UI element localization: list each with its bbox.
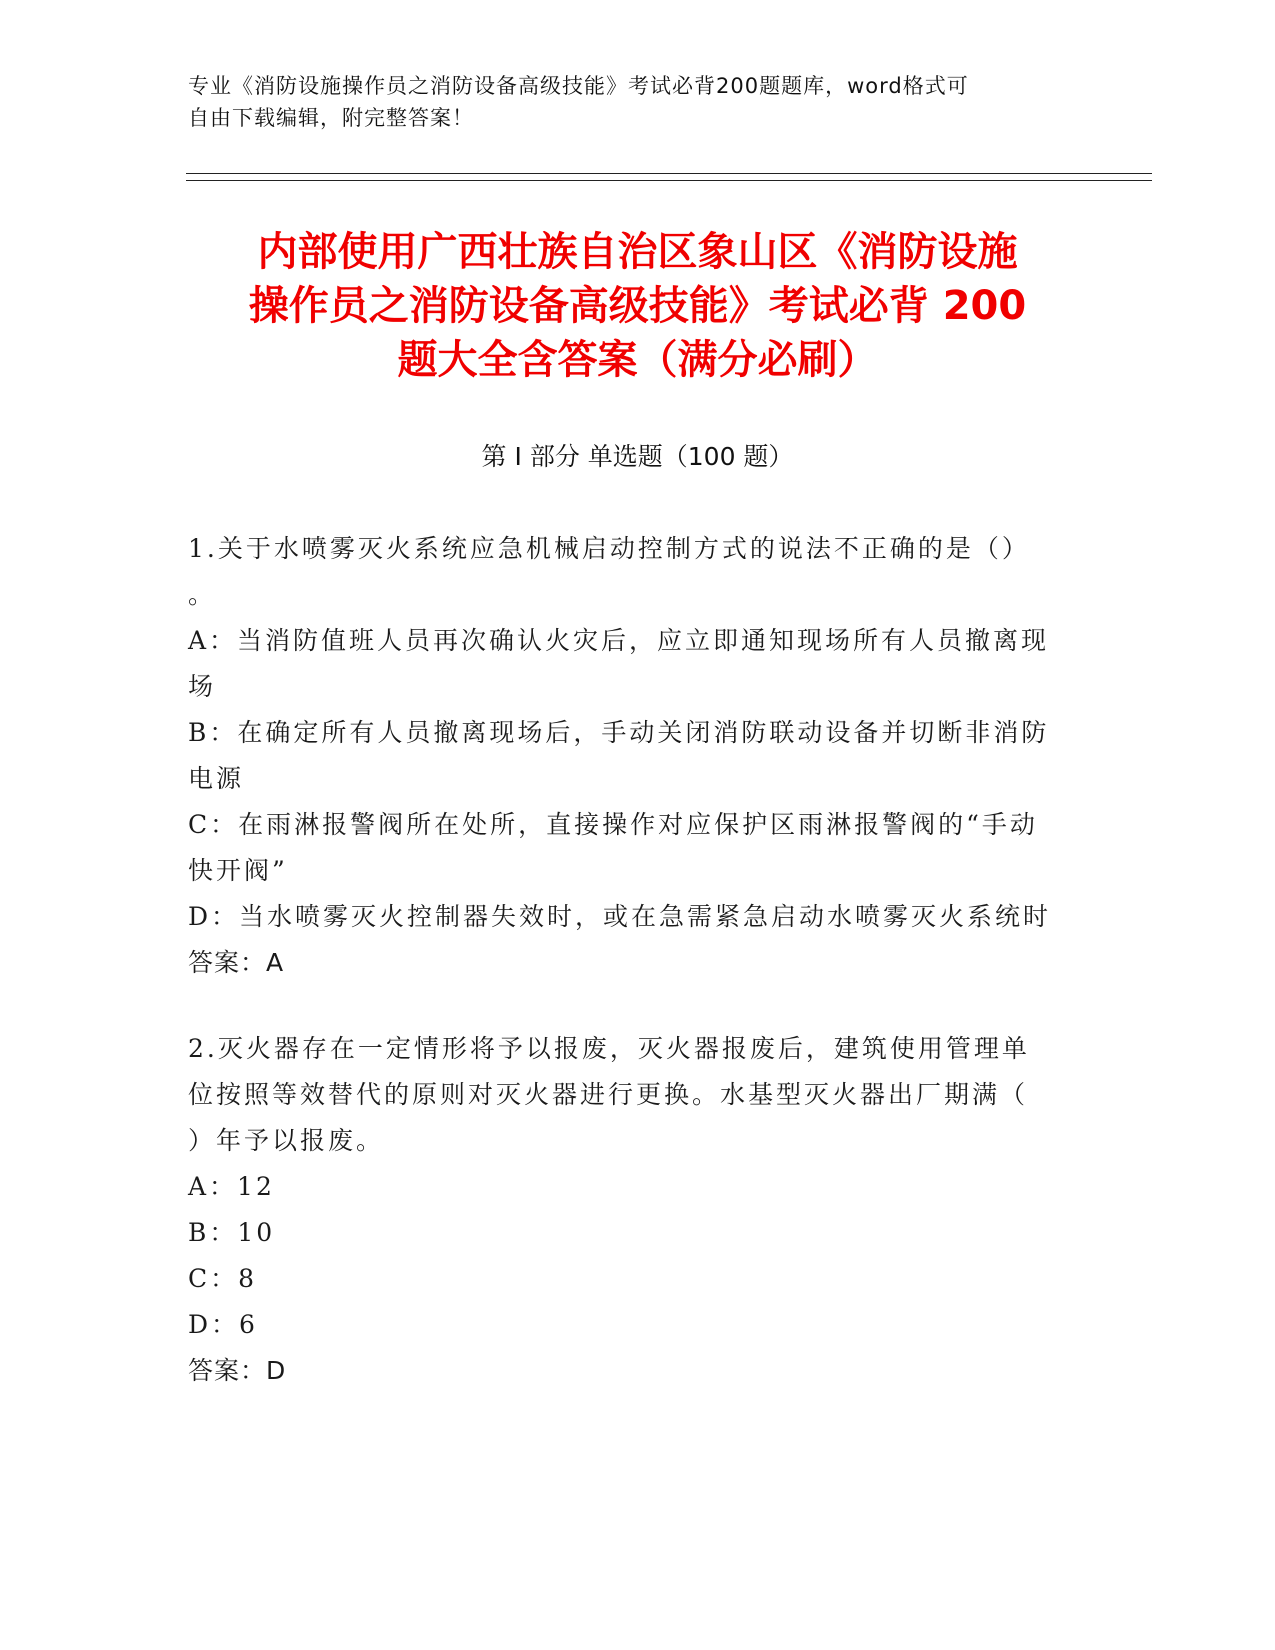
header-note	[188, 70, 1088, 134]
question-1-answer: 答案：A	[188, 948, 285, 977]
question-1-option-a: A：当消防值班人员再次确认火灾后，应立即通知现场所有人员撤离现	[188, 626, 1050, 655]
header-divider-bottom	[186, 180, 1152, 181]
question-2-option-d: D：6	[188, 1310, 258, 1339]
question-1-option-b: B：在确定所有人员撤离现场后，手动关闭消防联动设备并切断非消防	[188, 718, 1050, 747]
question-2-option-c: C：8	[188, 1264, 258, 1293]
question-2-line: ）年予以报废。	[188, 1126, 385, 1155]
section-heading: 第 I 部分 单选题（100 题）	[481, 442, 794, 471]
question-1-option-c-cont: 快开阀”	[188, 856, 288, 885]
document-title-line-2: 操作员之消防设备高级技能》考试必背 200	[248, 283, 1027, 329]
question-1-line: 1.关于水喷雾灭火系统应急机械启动控制方式的说法不正确的是（）	[188, 534, 1030, 563]
header-note-line-2: 自由下载编辑，附完整答案！	[188, 106, 474, 130]
question-1-line: 。	[188, 580, 217, 609]
question-2-option-a: A：12	[188, 1172, 275, 1201]
question-2-line: 2.灭火器存在一定情形将予以报废，灭火器报废后，建筑使用管理单	[188, 1034, 1030, 1063]
question-1-option-b-cont: 电源	[188, 764, 245, 793]
question-1	[188, 526, 1088, 986]
question-1-option-d: D：当水喷雾灭火控制器失效时，或在急需紧急启动水喷雾灭火系统时	[188, 902, 1052, 931]
header-divider-top	[186, 173, 1152, 174]
document-title-line-1: 内部使用广西壮族自治区象山区《消防设施	[257, 229, 1018, 275]
question-2-line: 位按照等效替代的原则对灭火器进行更换。水基型灭火器出厂期满（	[188, 1080, 1029, 1109]
header-note-line-1: 专业《消防设施操作员之消防设备高级技能》考试必背200题题库，word格式可	[188, 74, 969, 98]
document-title-line-3: 题大全含答案（满分必刷）	[397, 337, 878, 383]
question-1-option-c: C：在雨淋报警阀所在处所，直接操作对应保护区雨淋报警阀的“手动	[188, 810, 1038, 839]
question-1-option-a-cont: 场	[188, 672, 217, 701]
question-2-option-b: B：10	[188, 1218, 276, 1247]
document-title	[150, 225, 1125, 387]
question-2-answer: 答案：D	[188, 1356, 287, 1385]
question-2	[188, 1026, 1088, 1394]
